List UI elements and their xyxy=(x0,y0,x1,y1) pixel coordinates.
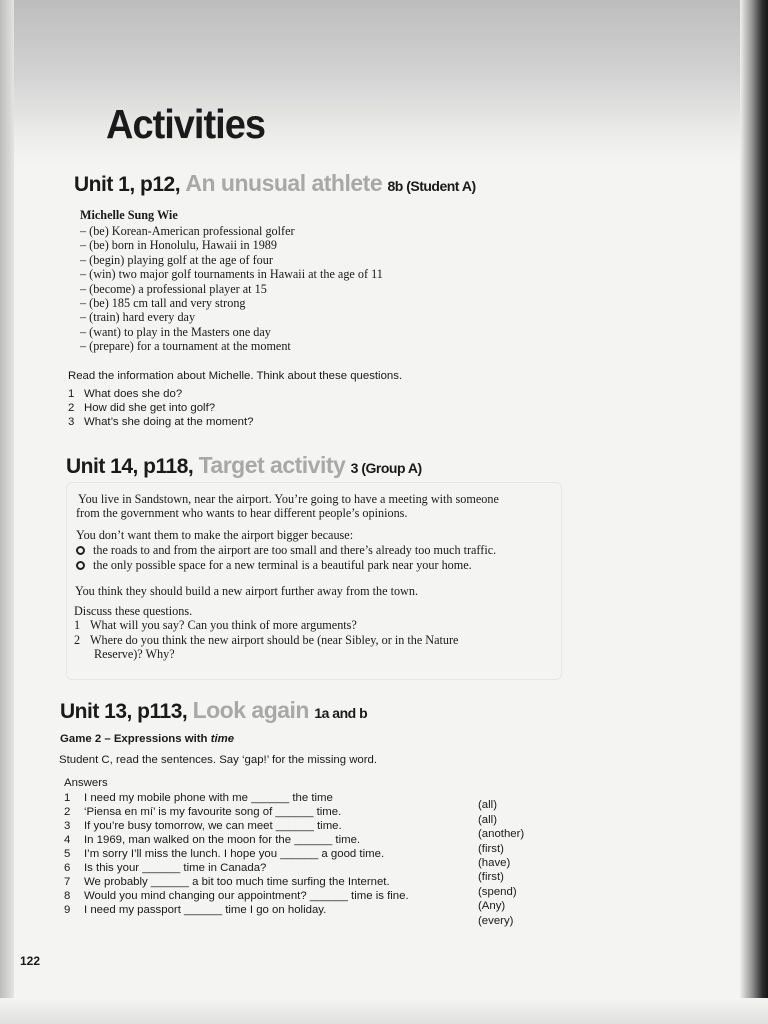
bullet-icon xyxy=(76,546,85,555)
unit14-bullet: the roads to and from the airport are too small and there’s already too much traffic. xyxy=(76,543,496,557)
unit14-bullet: the only possible space for a new terminal is a beautiful park near your home. xyxy=(76,558,472,572)
right-binding-shadow xyxy=(740,0,768,1024)
sentence-item: 7 We probably ______ a bit too much time surfing the Internet. xyxy=(64,876,390,888)
unit14-question-2-cont: Reserve)? Why? xyxy=(94,647,175,661)
sentence-item: 6 Is this your ______ time in Canada? xyxy=(64,862,267,874)
athlete-facts xyxy=(80,224,383,354)
question-item: 2 How did she get into golf? xyxy=(68,402,216,414)
unit1-suffix: 8b (Student A) xyxy=(387,178,476,194)
question-item: 1 What does she do? xyxy=(68,388,183,400)
unit1-instruction: Read the information about Michelle. Think about these questions. xyxy=(68,370,403,382)
unit14-intro-line2: from the government who wants to hear different people’s opinions. xyxy=(76,506,408,520)
question-item: 3 What’s she doing at the moment? xyxy=(68,416,254,428)
sentence-item: 8 Would you mind changing our appointment? ______ time is fine. xyxy=(64,890,409,902)
fact-item: – (be) Korean-American professional golfer xyxy=(80,224,295,238)
sentence-item: 3 If you’re busy tomorrow, we can meet ______ time. xyxy=(64,820,342,832)
fact-item: – (begin) playing golf at the age of four xyxy=(80,252,273,267)
game-instruction: Student C, read the sentences. Say ‘gap!’ for the missing word. xyxy=(59,754,378,766)
athlete-name: Michelle Sung Wie xyxy=(80,208,178,222)
unit1-highlight: An unusual athlete xyxy=(185,170,383,196)
unit14-question-1: 1 What will you say? Can you think of more arguments? xyxy=(74,618,357,632)
answer-2: (all) xyxy=(478,814,497,826)
left-page-edge xyxy=(0,0,14,1024)
sentence-list xyxy=(64,791,409,917)
unit13-suffix: 1a and b xyxy=(314,705,368,721)
unit14-intro-line1: You live in Sandstown, near the airport. You’re going to have a meeting with someone xyxy=(78,492,499,506)
unit14-reasons-intro: You don’t want them to make the airport bigger because: xyxy=(76,528,354,542)
unit13-highlight: Look again xyxy=(192,697,309,723)
answer-5: (have) xyxy=(478,857,511,869)
page-number: 122 xyxy=(20,954,41,968)
unit14-discuss: Discuss these questions. xyxy=(74,604,193,618)
fact-item: – (want) to play in the Masters one day xyxy=(80,324,271,339)
bottom-page-edge xyxy=(0,998,768,1024)
unit14-heading xyxy=(66,452,422,479)
unit14-suffix: 3 (Group A) xyxy=(350,460,422,476)
fact-item: – (be) born in Honolulu, Hawaii in 1989 xyxy=(80,238,277,253)
answer-1: (all) xyxy=(478,799,497,811)
unit1-questions xyxy=(68,387,253,429)
sentence-item: 2 ‘Piensa en mí’ is my favourite song of ______ time. xyxy=(64,806,342,818)
game-title: Game 2 – Expressions with time xyxy=(60,733,235,745)
fact-item: – (prepare) for a tournament at the moment xyxy=(80,339,291,354)
sentence-item: 4 In 1969, man walked on the moon for the ______ time. xyxy=(64,834,361,846)
fact-item: – (win) two major golf tournaments in Hawaii at the age of 11 xyxy=(80,267,383,282)
fact-item: – (be) 185 cm tall and very strong xyxy=(80,296,246,311)
answer-9: (every) xyxy=(478,915,514,927)
sentence-item: 1 I need my mobile phone with me ______ the time xyxy=(64,792,333,804)
fact-item: – (train) hard every day xyxy=(80,310,196,325)
unit1-prefix: Unit 1, p12, xyxy=(74,173,181,196)
unit14-opinion: You think they should build a new airport further away from the town. xyxy=(75,584,418,598)
answer-3: (another) xyxy=(478,828,525,840)
unit13-heading xyxy=(60,697,367,724)
page-title: Activities xyxy=(106,102,265,148)
answer-6: (first) xyxy=(478,871,504,883)
answers-label: Answers xyxy=(64,777,108,789)
answer-4: (first) xyxy=(478,843,504,855)
fact-item: – (become) a professional player at 15 xyxy=(80,281,267,296)
unit13-prefix: Unit 13, p113, xyxy=(60,700,188,723)
unit1-heading xyxy=(74,170,476,197)
sentence-item: 9 I need my passport ______ time I go on holiday. xyxy=(64,904,327,916)
answer-8: (Any) xyxy=(478,900,506,912)
sentence-item: 5 I’m sorry I’ll miss the lunch. I hope you ______ a good time. xyxy=(64,848,385,860)
bullet-icon xyxy=(76,561,85,570)
answer-7: (spend) xyxy=(478,886,517,898)
unit14-question-2: 2 Where do you think the new airport should be (near Sibley, or in the Nature xyxy=(74,633,459,647)
unit14-highlight: Target activity xyxy=(198,452,346,478)
unit14-prefix: Unit 14, p118, xyxy=(66,455,194,478)
